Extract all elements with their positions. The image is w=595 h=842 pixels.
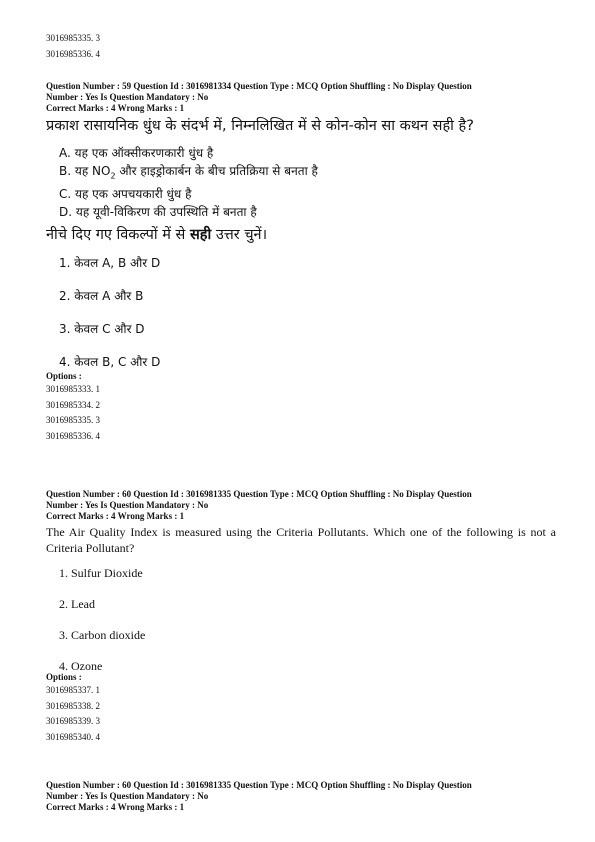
- statement-d: D. यह यूवी-विकिरण की उपस्थिति में बनता है: [59, 205, 257, 220]
- choice-3[interactable]: 3. केवल C और D: [59, 322, 145, 337]
- question-60-repeat: [46, 780, 556, 813]
- choice-4[interactable]: 4. Ozone: [59, 659, 103, 673]
- question-meta: Number : Yes Is Question Mandatory : No: [46, 92, 209, 102]
- statement-c: C. यह एक अपचयकारी धुंध है: [59, 187, 192, 202]
- statement-b-text-rest: और हाइड्रोकार्बन के बीच प्रतिक्रिया से बनता है: [115, 164, 318, 178]
- option-id: 3016985333. 1: [46, 384, 100, 395]
- question-meta: Number : Yes Is Question Mandatory : No: [46, 500, 209, 510]
- question-meta: Question Number : 59 Question Id : 3016981334 Question Type : MCQ Option Shuffling : No Display Question: [46, 81, 472, 91]
- choice-2[interactable]: 2. Lead: [59, 597, 95, 611]
- question-meta: Number : Yes Is Question Mandatory : No: [46, 791, 209, 801]
- options-label: Options :: [46, 672, 82, 682]
- option-id: 3016985336. 4: [46, 430, 100, 441]
- statement-a: A. यह एक ऑक्सीकरणकारी धुंध है: [59, 146, 214, 160]
- option-id-list: [46, 382, 556, 444]
- choice-1[interactable]: 1. Sulfur Dioxide: [59, 566, 143, 580]
- option-id: 3016985340. 4: [46, 731, 100, 742]
- question-marks: Correct Marks : 4 Wrong Marks : 1: [46, 103, 185, 113]
- instruction-bold: सही: [189, 227, 212, 244]
- option-id: 3016985335. 3: [46, 415, 100, 426]
- statement-list: [46, 144, 556, 221]
- question-marks: Correct Marks : 4 Wrong Marks : 1: [46, 511, 185, 521]
- option-id: 3016985339. 3: [46, 716, 100, 726]
- question-meta: Question Number : 60 Question Id : 3016981335 Question Type : MCQ Option Shuffling : No Display Question: [46, 780, 472, 790]
- statement-b-text: B. यह NO: [59, 164, 111, 178]
- choice-list: [46, 565, 556, 672]
- choice-2[interactable]: 2. केवल A और B: [59, 289, 144, 304]
- option-id-list: [46, 683, 556, 745]
- choice-1[interactable]: 1. केवल A, B और D: [59, 256, 161, 271]
- carryover-options: [46, 31, 556, 62]
- question-59: [46, 81, 556, 444]
- statement-b: [46, 162, 556, 185]
- instruction-text: [46, 226, 556, 245]
- option-id: 3016985338. 2: [46, 700, 100, 711]
- question-60: [46, 489, 556, 745]
- option-id: 3016985336. 4: [46, 48, 100, 59]
- option-id: 3016985335. 3: [46, 33, 100, 43]
- question-meta: Question Number : 60 Question Id : 3016981335 Question Type : MCQ Option Shuffling : No Display Question: [46, 489, 472, 499]
- options-label: Options :: [46, 371, 82, 382]
- instruction-post: उत्तर चुनें।: [211, 227, 268, 244]
- statement-b-subscript: 2: [110, 171, 116, 181]
- instruction-pre: नीचे दिए गए विकल्पों में से: [46, 227, 190, 244]
- question-text: प्रकाश रासायनिक धुंध के संदर्भ में, निम्नलिखित में से कोन-कोन सा कथन सही है?: [46, 118, 474, 134]
- choice-3[interactable]: 3. Carbon dioxide: [59, 628, 146, 642]
- option-id: 3016985337. 1: [46, 685, 100, 695]
- option-id: 3016985334. 2: [46, 399, 100, 410]
- question-text: The Air Quality Index is measured using the Criteria Pollutants. Which one of the following is not a Criteria Pollutant?: [46, 525, 556, 555]
- question-marks: Correct Marks : 4 Wrong Marks : 1: [46, 802, 185, 812]
- choice-4[interactable]: 4. केवल B, C और D: [59, 355, 161, 370]
- choice-list: [46, 255, 556, 370]
